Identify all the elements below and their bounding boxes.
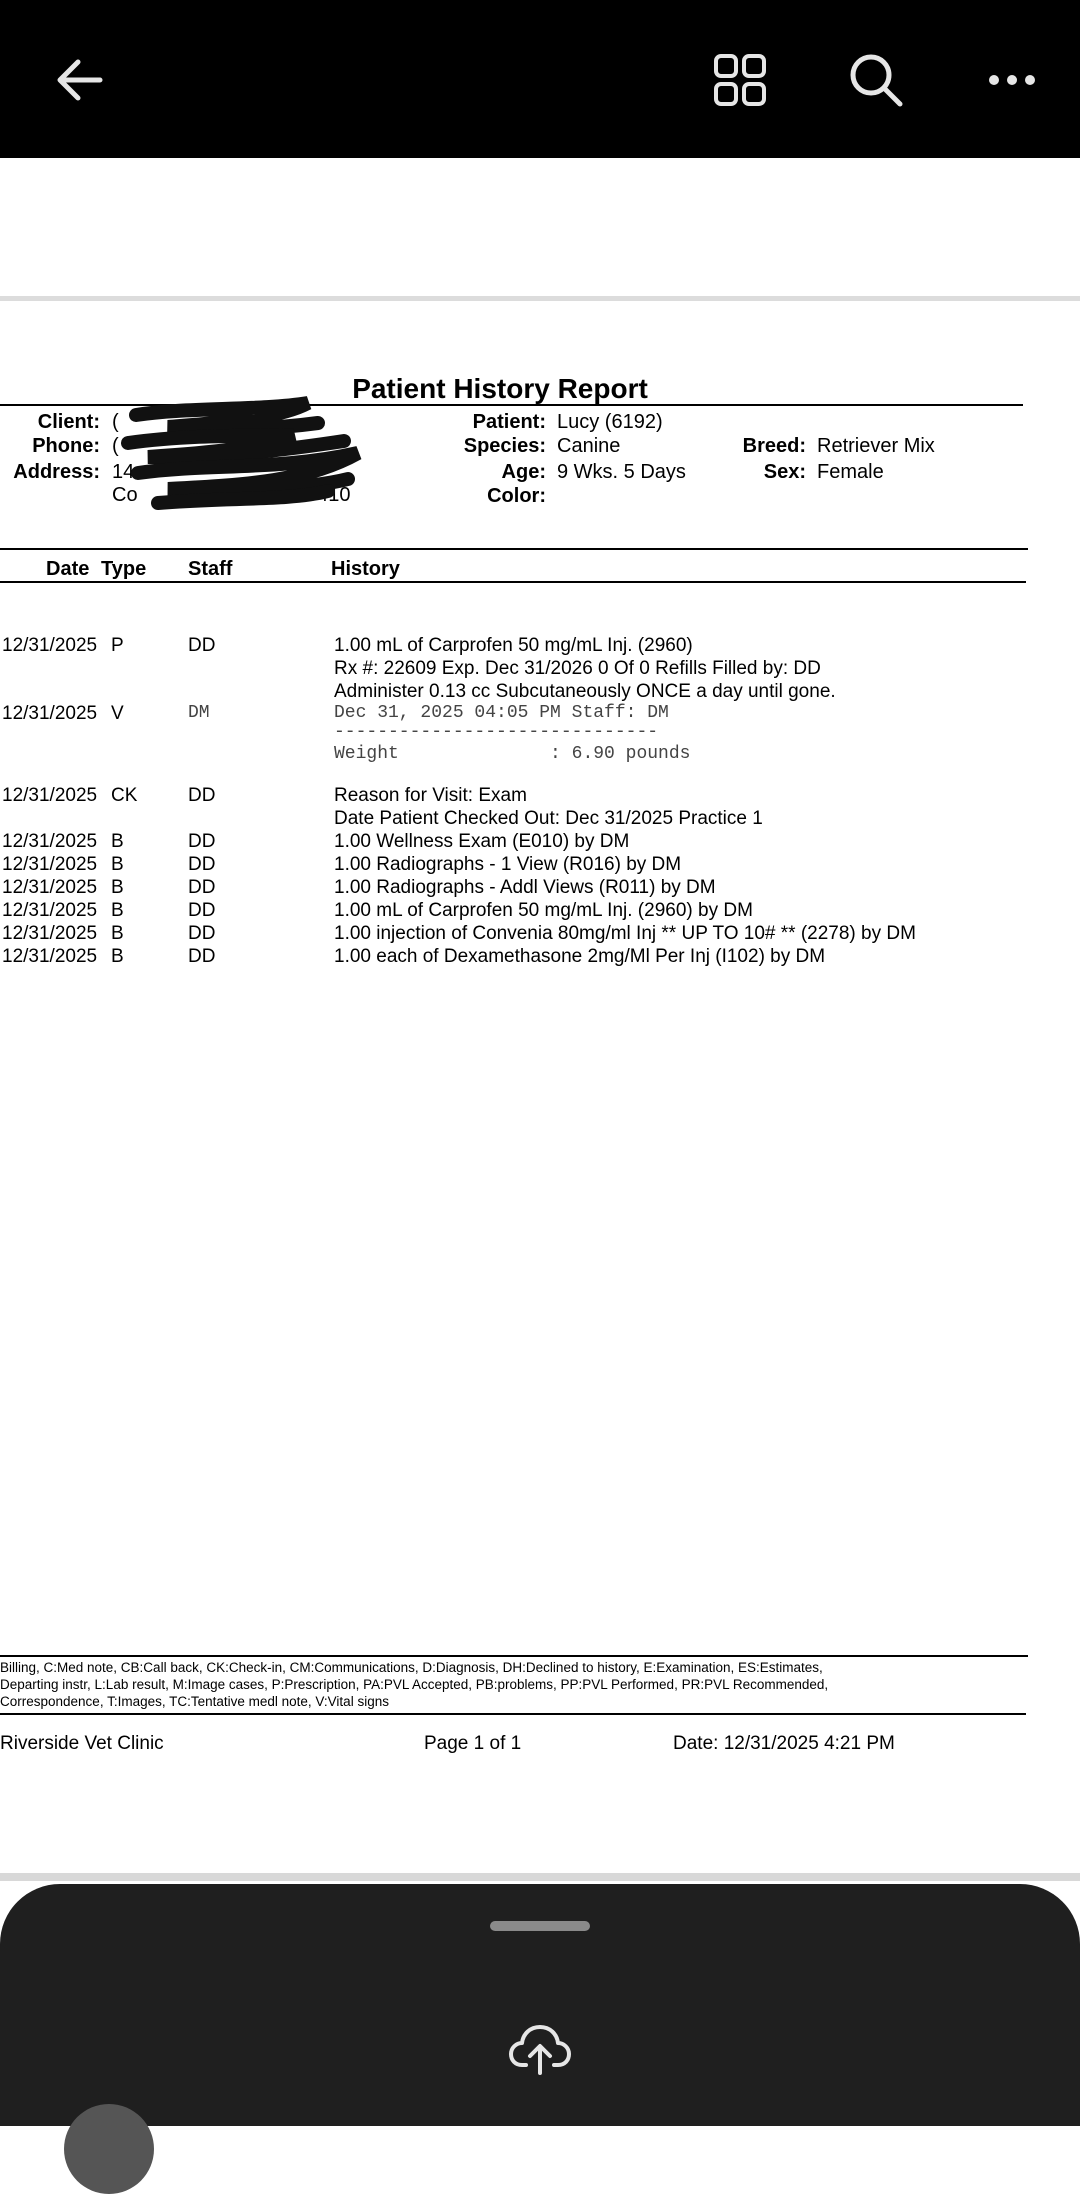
floating-action-button[interactable] <box>64 2104 154 2194</box>
row-history-line: Weight : 6.90 pounds <box>334 744 691 764</box>
row-type: B <box>111 923 124 944</box>
row-history-line: 1.00 each of Dexamethasone 2mg/Ml Per Inj (I102) by DM <box>334 946 826 967</box>
history-row <box>0 877 1080 899</box>
sex-label: Sex: <box>763 461 806 483</box>
page-bottom-edge <box>0 1873 1080 1881</box>
history-row <box>0 900 1080 922</box>
search-icon <box>846 50 906 110</box>
col-history: History <box>331 558 400 580</box>
drag-handle[interactable] <box>490 1921 590 1931</box>
grid-view-button[interactable] <box>704 44 776 116</box>
row-history-line: Reason for Visit: Exam <box>334 785 527 806</box>
more-horizontal-icon <box>984 52 1040 108</box>
more-options-button[interactable] <box>976 44 1048 116</box>
row-history-line: Rx #: 22609 Exp. Dec 31/2026 0 Of 0 Refills Filled by: DD <box>334 658 821 679</box>
row-type: B <box>111 946 124 967</box>
row-type: B <box>111 831 124 852</box>
address-value-line2: Co <box>112 484 138 506</box>
history-row <box>0 785 1080 829</box>
patient-value: Lucy (6192) <box>557 411 663 433</box>
species-value: Canine <box>557 435 621 457</box>
row-history-line: Administer 0.13 cc Subcutaneously ONCE a day until gone. <box>334 681 836 702</box>
row-type: B <box>111 877 124 898</box>
bottom-sheet[interactable] <box>0 1884 1080 2126</box>
address-value-line1: 14 <box>112 461 135 483</box>
row-history-line: Dec 31, 2025 04:05 PM Staff: DM <box>334 703 669 723</box>
row-history-line: 1.00 Radiographs - 1 View (R016) by DM <box>334 854 682 875</box>
row-history-line: 1.00 injection of Convenia 80mg/ml Inj ** UP TO 10# ** (2278) by DM <box>334 923 916 944</box>
row-history-line: Date Patient Checked Out: Dec 31/2025 Practice 1 <box>334 808 763 829</box>
search-button[interactable] <box>840 44 912 116</box>
upload-button[interactable] <box>504 2014 576 2086</box>
footer-clinic: Riverside Vet Clinic <box>0 1733 164 1754</box>
header-bottom-rule <box>0 581 1026 583</box>
legend-line: Correspondence, T:Images, TC:Tentative medl note, V:Vital signs <box>0 1694 389 1709</box>
client-label: Client: <box>37 411 100 433</box>
row-date: 12/31/2025 <box>2 946 98 967</box>
row-type: V <box>111 703 124 724</box>
row-date: 12/31/2025 <box>2 635 98 656</box>
sex-value: Female <box>817 461 884 483</box>
history-row <box>0 946 1080 968</box>
color-label: Color: <box>487 485 546 507</box>
breed-value: Retriever Mix <box>817 435 935 457</box>
header-top-rule <box>0 548 1028 550</box>
history-row <box>0 923 1080 945</box>
patient-label: Patient: <box>472 411 546 433</box>
grid-icon <box>712 52 768 108</box>
row-date: 12/31/2025 <box>2 785 98 806</box>
legend-line: Billing, C:Med note, CB:Call back, CK:Check-in, CM:Communications, D:Diagnosis, DH:Declined to history, E:Examination, ES:Estimates, <box>0 1660 823 1675</box>
redaction-scribble <box>108 393 370 523</box>
row-history-line: 1.00 mL of Carprofen 50 mg/mL Inj. (2960) <box>334 635 693 656</box>
row-type: CK <box>111 785 138 806</box>
row-type: B <box>111 854 124 875</box>
species-label: Species: <box>463 435 546 457</box>
row-staff: DD <box>188 946 216 967</box>
row-date: 12/31/2025 <box>2 703 98 724</box>
phone-label: Phone: <box>32 435 100 457</box>
col-type: Type <box>101 558 147 580</box>
row-type: P <box>111 635 124 656</box>
age-label: Age: <box>501 461 546 483</box>
type-legend <box>0 1659 1000 1710</box>
age-value: 9 Wks. 5 Days <box>557 461 686 483</box>
legend-line: Departing instr, L:Lab result, M:Image cases, P:Prescription, PA:PVL Accepted, PB:problems, PP:PVL Performed, PR:PVL Recommended, <box>0 1677 829 1692</box>
row-date: 12/31/2025 <box>2 831 98 852</box>
history-row <box>0 635 1080 702</box>
top-app-bar <box>0 0 1080 158</box>
address-value-zip: 0410 <box>306 484 351 506</box>
breed-label: Breed: <box>742 435 806 457</box>
report-page <box>0 301 1080 1873</box>
row-type: B <box>111 900 124 921</box>
client-value: ( <box>112 411 119 433</box>
cloud-upload-icon <box>508 2023 572 2077</box>
row-history-line: 1.00 Radiographs - Addl Views (R011) by DM <box>334 877 716 898</box>
footer-date: Date: 12/31/2025 4:21 PM <box>673 1733 895 1754</box>
row-staff: DD <box>188 831 216 852</box>
history-row <box>0 831 1080 853</box>
address-label: Address: <box>13 461 100 483</box>
row-staff: DM <box>188 703 210 723</box>
row-history-line: 1.00 mL of Carprofen 50 mg/mL Inj. (2960) by DM <box>334 900 753 921</box>
legend-top-rule <box>0 1655 1028 1657</box>
col-date: Date <box>46 558 90 580</box>
back-button[interactable] <box>44 44 116 116</box>
row-date: 12/31/2025 <box>2 877 98 898</box>
row-date: 12/31/2025 <box>2 900 98 921</box>
row-date: 12/31/2025 <box>2 854 98 875</box>
row-staff: DD <box>188 635 216 656</box>
row-history-line: ------------------------------ <box>334 722 659 742</box>
phone-value: ( <box>112 435 119 457</box>
row-staff: DD <box>188 877 216 898</box>
row-staff: DD <box>188 900 216 921</box>
legend-bottom-rule <box>0 1713 1026 1715</box>
row-staff: DD <box>188 785 216 806</box>
footer-page: Page 1 of 1 <box>424 1733 522 1754</box>
row-history-line: 1.00 Wellness Exam (E010) by DM <box>334 831 630 852</box>
arrow-left-icon <box>52 52 108 108</box>
col-staff: Staff <box>188 558 233 580</box>
history-row <box>0 854 1080 876</box>
row-date: 12/31/2025 <box>2 923 98 944</box>
report-title: Patient History Report <box>352 373 648 404</box>
row-staff: DD <box>188 923 216 944</box>
row-staff: DD <box>188 854 216 875</box>
history-row <box>0 703 1080 764</box>
